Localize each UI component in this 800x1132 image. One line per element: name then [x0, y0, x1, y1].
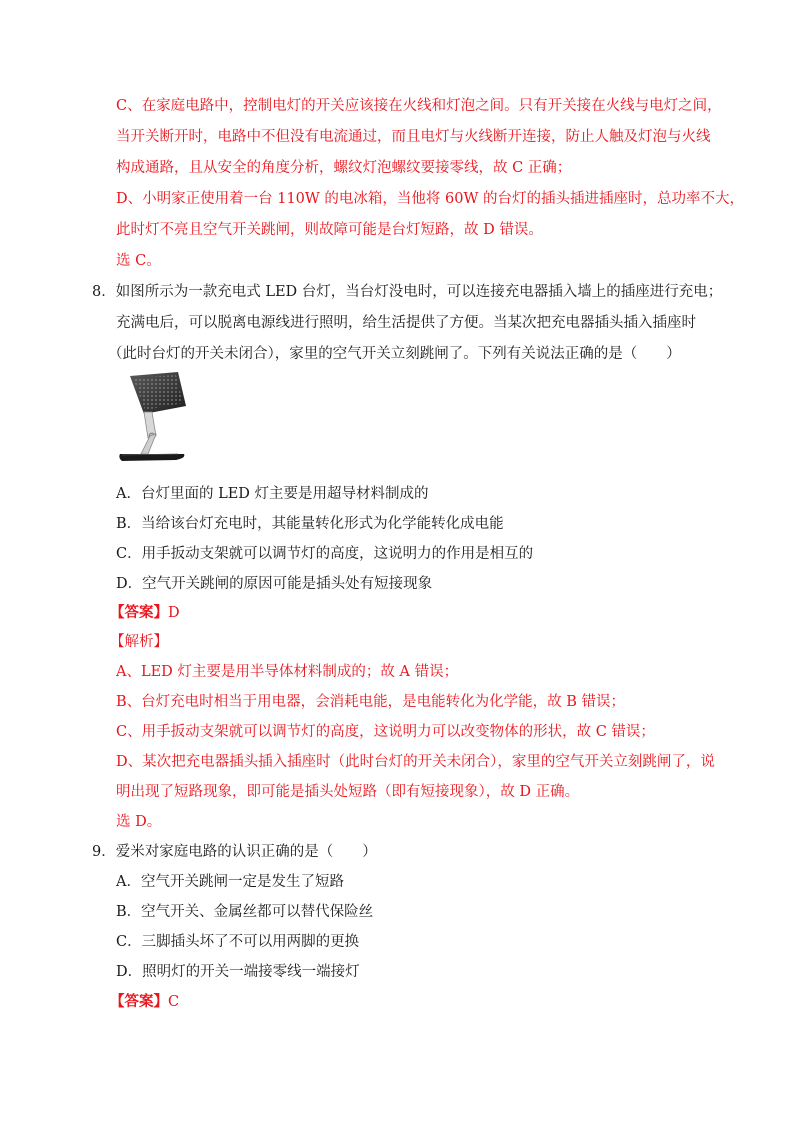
q9-option-c: C．三脚插头坏了不可以用两脚的更换: [116, 934, 360, 950]
q8-answer-value: D: [168, 605, 180, 621]
q8-stem-line-2: 充满电后，可以脱离电源线进行照明，给生活提供了方便。当某次把充电器插头插入插座时: [116, 315, 696, 331]
q9-option-b: B．空气开关、金属丝都可以替代保险丝: [116, 904, 374, 920]
q8-answer-tag: 【答案】: [110, 604, 168, 621]
q8-conclusion: 选 D。: [116, 814, 162, 830]
prev-analysis-d-line-1: D、小明家正使用着一台 110W 的电冰箱，当他将 60W 的台灯的插头插进插座时，总功率不大，: [116, 191, 744, 207]
q8-option-d: D．空气开关跳闸的原因可能是插头处有短接现象: [116, 576, 433, 592]
q8-answer: [110, 603, 180, 623]
prev-conclusion: 选 C。: [116, 253, 161, 269]
q8-analysis-line-2: B、台灯充电时相当于用电器，会消耗电能，是电能转化为化学能，故 B 错误；: [116, 694, 626, 710]
q9-stem: 9．爱米对家庭电路的认识正确的是（ ）: [92, 844, 377, 860]
q8-analysis-line-1: A、LED 灯主要是用半导体材料制成的；故 A 错误；: [116, 664, 459, 680]
q9-answer-value: C: [168, 994, 180, 1010]
q8-option-c: C．用手扳动支架就可以调节灯的高度，这说明力的作用是相互的: [116, 546, 534, 562]
q9-option-a: A．空气开关跳闸一定是发生了短路: [116, 874, 344, 890]
q8-option-b: B．当给该台灯充电时，其能量转化形式为化学能转化成电能: [116, 516, 504, 532]
led-desk-lamp-figure: [114, 370, 186, 466]
q9-answer: [110, 992, 179, 1012]
q8-analysis-line-4: D、某次把充电器插头插入插座时（此时台灯的开关未闭合），家里的空气开关立刻跳闸了，说: [116, 754, 715, 770]
q8-stem-line-1: 8．如图所示为一款充电式 LED 台灯，当台灯没电时，可以连接充电器插入墙上的插座进行充电；: [92, 284, 723, 300]
q8-analysis-line-3: C、用手扳动支架就可以调节灯的高度，这说明力可以改变物体的形状，故 C 错误；: [116, 724, 655, 740]
q8-analysis-tag: 【解析】: [110, 634, 168, 650]
prev-analysis-c-line-3: 构成通路，且从安全的角度分析，螺纹灯泡螺纹要接零线，故 C 正确；: [116, 160, 572, 176]
prev-analysis-c-line-2: 当开关断开时，电路中不但没有电流通过，而且电灯与火线断开连接，防止人触及灯泡与火线: [116, 129, 711, 145]
q8-analysis-line-5: 明出现了短路现象，即可能是插头处短路（即有短接现象），故 D 正确。: [116, 784, 580, 800]
q8-stem-line-3: （此时台灯的开关未闭合），家里的空气开关立刻跳闸了。下列有关说法正确的是（ ）: [108, 346, 681, 362]
q9-answer-tag: 【答案】: [110, 993, 168, 1010]
q9-option-d: D．照明灯的开关一端接零线一端接灯: [116, 964, 360, 980]
prev-analysis-c-line-1: C、在家庭电路中，控制电灯的开关应该接在火线和灯泡之间。只有开关接在火线与电灯之间，: [116, 98, 722, 114]
prev-analysis-d-line-2: 此时灯不亮且空气开关跳闸，则故障可能是台灯短路，故 D 错误。: [116, 222, 543, 238]
q8-option-a: A．台灯里面的 LED 灯主要是用超导材料制成的: [116, 486, 429, 502]
